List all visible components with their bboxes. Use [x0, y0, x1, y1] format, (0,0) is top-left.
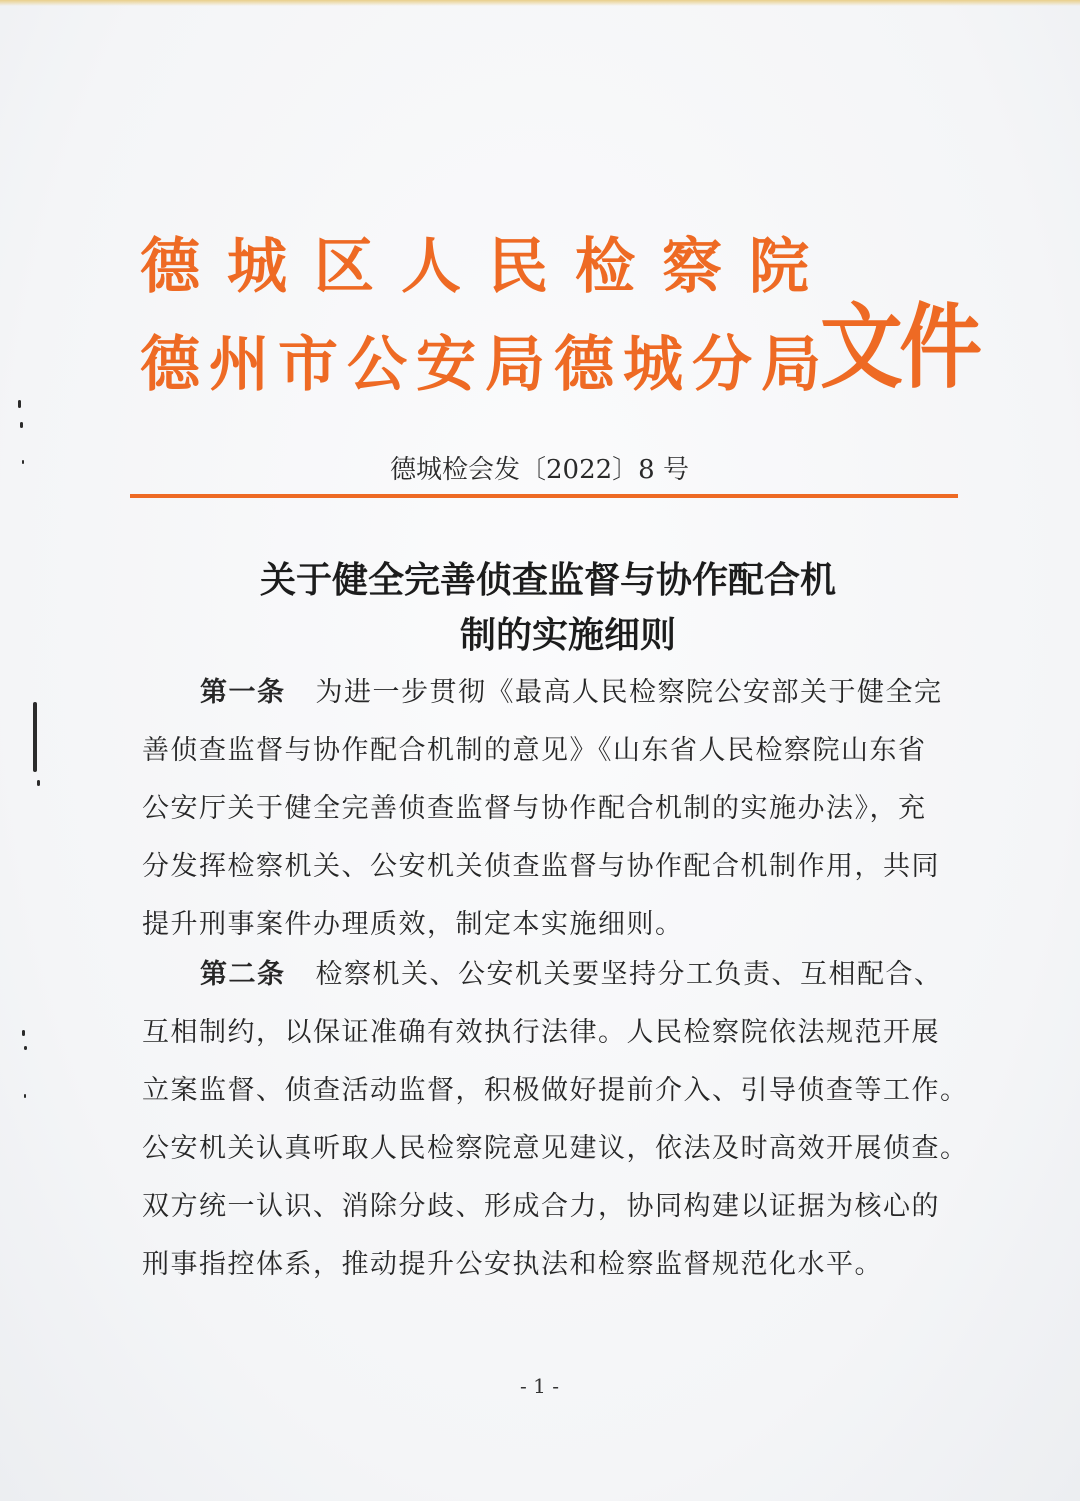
article-label: 第一条: [200, 677, 286, 708]
binding-mark: [37, 780, 40, 786]
binding-mark: [24, 1046, 27, 1050]
article-line: 刑事指控体系，推动提升公安执法和检察监督规范化水平。: [142, 1249, 883, 1280]
document-title-line-1: 关于健全完善侦查监督与协作配合机: [260, 560, 837, 601]
article-label: 第二条: [200, 959, 286, 990]
article-line: 善侦查监督与协作配合机制的意见》《山东省人民检察院山东省: [142, 735, 927, 766]
article-line: 公安厅关于健全完善侦查监督与协作配合机制的实施办法》，充: [142, 793, 927, 824]
issuer-procuratorate: 德城区人民检察院: [140, 232, 836, 302]
page-number: - 1 -: [520, 1374, 559, 1398]
article-line: 互相制约，以保证准确有效执行法律。人民检察院依法规范开展: [142, 1017, 940, 1048]
issuer-police-bureau: 德州市公安局德城分局: [140, 330, 830, 400]
article-line: 分发挥检察机关、公安机关侦查监督与协作配合机制作用，共同: [142, 851, 940, 882]
article-text: 检察机关、公安机关要坚持分工负责、互相配合、: [315, 959, 943, 990]
binding-mark: [33, 702, 37, 772]
article-line: 提升刑事案件办理质效，制定本实施细则。: [142, 909, 684, 940]
article-line: 立案监督、侦查活动监督，积极做好提前介入、引导侦查等工作。: [142, 1075, 969, 1106]
document-number: 德城检会发〔2022〕8 号: [390, 455, 689, 485]
red-separator-line: [130, 494, 958, 498]
binding-mark: [20, 422, 23, 428]
binding-mark: [22, 460, 24, 464]
article-line: 双方统一认识、消除分歧、形成合力，协同构建以证据为核心的: [142, 1191, 940, 1222]
document-title-line-2: 制的实施细则: [460, 615, 677, 656]
article-line: [142, 664, 947, 722]
article-2: [142, 946, 969, 1294]
paper-top-edge: [0, 0, 1080, 6]
document-mark: 文件: [820, 294, 979, 401]
article-line: 公安机关认真听取人民检察院意见建议，依法及时高效开展侦查。: [142, 1133, 969, 1164]
article-line: [142, 946, 947, 1004]
article-text: 为进一步贯彻《最高人民检察院公安部关于健全完: [315, 677, 943, 708]
binding-mark: [22, 1030, 25, 1036]
binding-mark: [18, 400, 21, 408]
binding-mark: [24, 1094, 26, 1098]
article-1: [142, 664, 947, 954]
